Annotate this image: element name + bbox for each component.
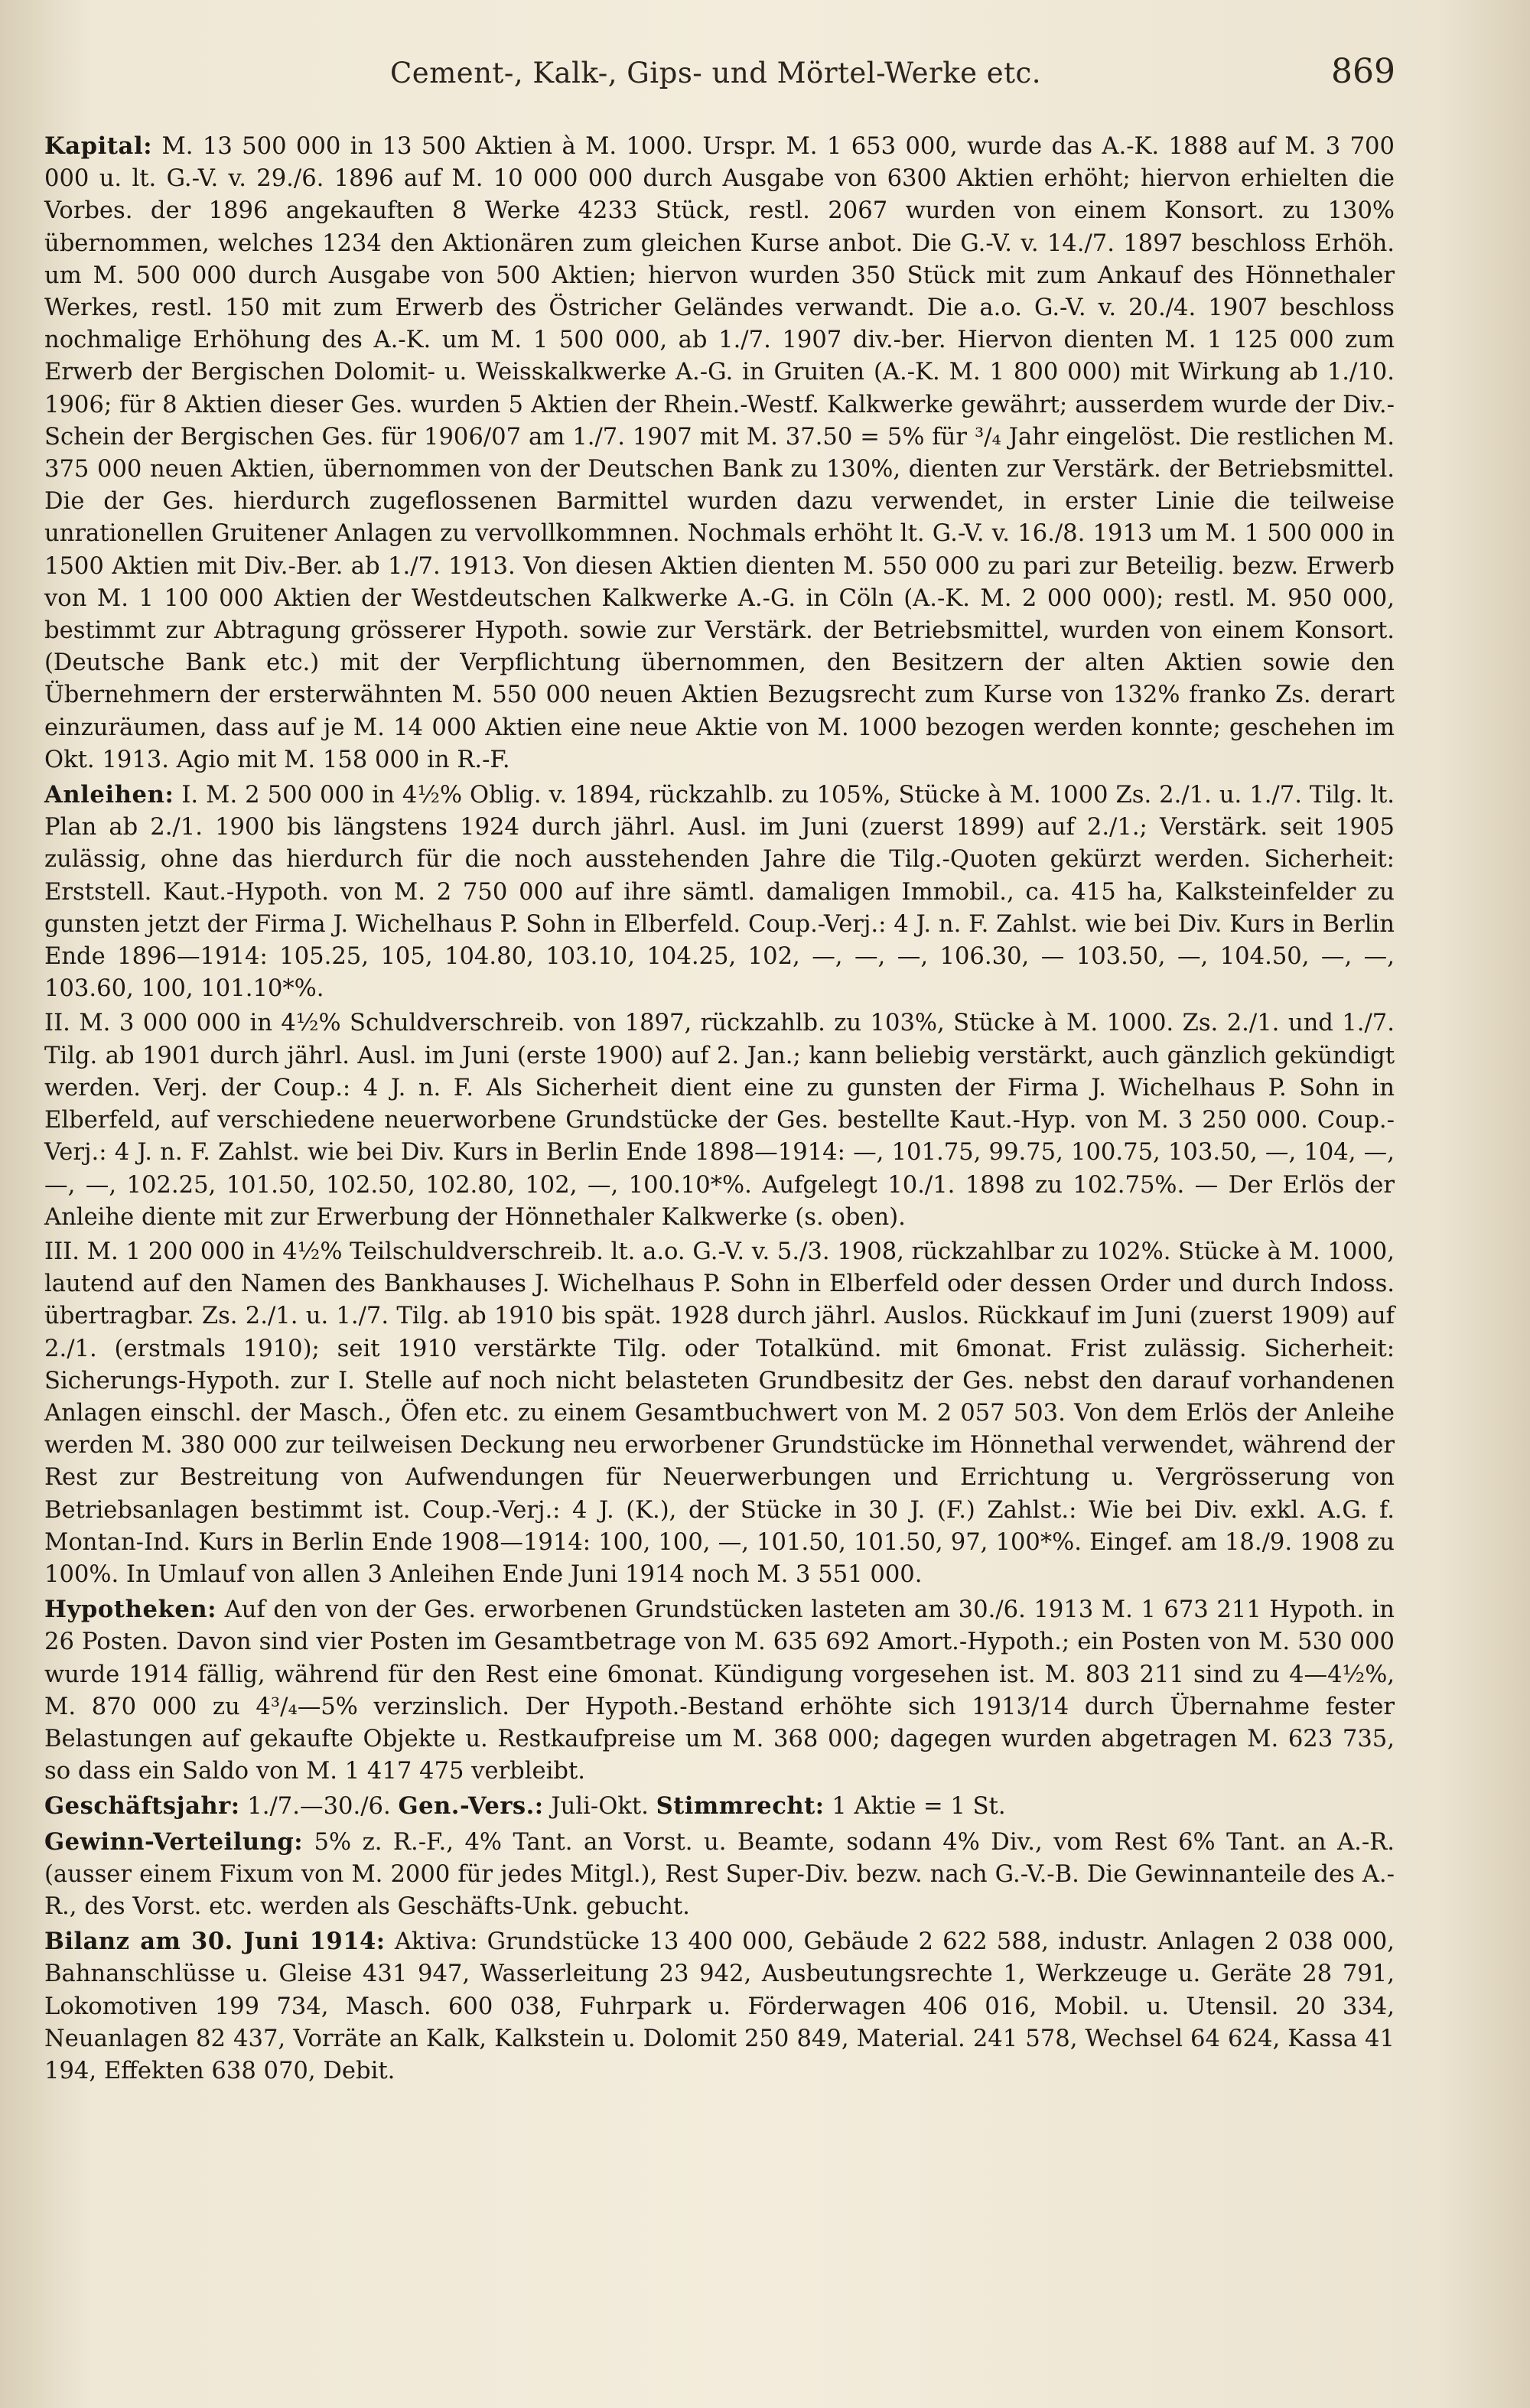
page-number: 869 bbox=[1331, 52, 1395, 91]
paragraph-kapital bbox=[44, 130, 1395, 776]
paragraph-anleihen-i bbox=[44, 779, 1395, 1005]
heading-stimmrecht: Stimmrecht: bbox=[656, 1792, 825, 1821]
text-bilanz: Aktiva: Grundstücke 13 400 000, Gebäude 2 622 588, industr. Anlagen 2 038 000, Bahnanschlüsse u. Gleise 431 947, Wasserleitung 23 942, Ausbeutungsrechte 1, Werkzeuge u. Geräte 28 791, Lokomotiven 199 734, Masch. 600 038, Fuhrpark u. Förderwagen 406 016, Mobil. u. Utensil. 20 334, Neuanlagen 82 437, Vorräte an Kalk, Kalkstein u. Dolomit 250 849, Material. 241 578, Wechsel 64 624, Kassa 41 194, Effekten 638 070, Debit. bbox=[44, 1928, 1395, 2084]
heading-gen-vers: Gen.-Vers.: bbox=[398, 1792, 544, 1821]
heading-geschaeftsjahr: Geschäftsjahr: bbox=[44, 1792, 240, 1821]
section-text-anleihen-iii: III. M. 1 200 000 in 4½% Teilschuldverschreib. lt. a.o. G.-V. v. 5./3. 1908, rückzahlbar zu 102%. Stücke à M. 1000, lautend auf den Namen des Bankhauses J. Wichelhaus P. Sohn in Elberfeld oder dessen Order und durch Indoss. übertragbar. Zs. 2./1. u. 1./7. Tilg. ab 1910 bis spät. 1928 durch jährl. Auslos. Rückkauf im Juni (zuerst 1909) auf 2./1. (erstmals 1910); seit 1910 verstärkte Tilg. oder Totalkünd. mit 6monat. Frist zulässig. Sicherheit: Sicherungs-Hypoth. zur I. Stelle auf noch nicht belasteten Grundbesitz der Ges. nebst den darauf vorhandenen Anlagen einschl. der Masch., Öfen etc. zu einem Gesamtbuchwert von M. 2 057 503. Von dem Erlös der Anleihe werden M. 380 000 zur teilweisen Deckung neu erworbener Grundstücke im Hönnethal verwendet, während der Rest zur Bestreitung von Aufwendungen für Neuerwerbungen und Errichtung u. Vergrösserung von Betriebsanlagen bestimmt ist. Coup.-Verj.: 4 J. (K.), der Stücke in 30 J. (F.) Zahlst.: Wie bei Div. exkl. A.G. f. Montan-Ind. Kurs in Berlin Ende 1908—1914: 100, 100, —, 101.50, 101.50, 97, 100*%. Eingef. am 18./9. 1908 zu 100%. In Umlauf von allen 3 Anleihen Ende Juni 1914 noch M. 3 551 000. bbox=[44, 1238, 1395, 1588]
running-title: Cement-, Kalk-, Gips- und Mörtel-Werke etc. bbox=[390, 57, 1042, 89]
text-geschaeftsjahr: 1./7.—30./6. bbox=[239, 1793, 399, 1821]
heading-bilanz: Bilanz am 30. Juni 1914: bbox=[44, 1928, 386, 1956]
section-heading-hypotheken: Hypotheken: bbox=[44, 1596, 217, 1624]
paragraph-gewinn-verteilung bbox=[44, 1826, 1395, 1924]
section-text-kapital: M. 13 500 000 in 13 500 Aktien à M. 1000. Urspr. M. 1 653 000, wurde das A.-K. 1888 auf M. 3 700 000 u. lt. G.-V. v. 29./6. 1896 auf M. 10 000 000 durch Ausgabe von 6300 Aktien erhöht; hiervon erhielten die Vorbes. der 1896 angekauften 8 Werke 4233 Stück, restl. 2067 wurden von einem Konsort. zu 130% übernommen, welches 1234 den Aktionären zum gleichen Kurse anbot. Die G.-V. v. 14./7. 1897 beschloss Erhöh. um M. 500 000 durch Ausgabe von 500 Aktien; hiervon wurden 350 Stück mit zum Ankauf des Hönnethaler Werkes, restl. 150 mit zum Erwerb des Östricher Geländes verwandt. Die a.o. G.-V. v. 20./4. 1907 beschloss nochmalige Erhöhung des A.-K. um M. 1 500 000, ab 1./7. 1907 div.-ber. Hiervon dienten M. 1 125 000 zum Erwerb der Bergischen Dolomit- u. Weisskalkwerke A.-G. in Gruiten (A.-K. M. 1 800 000) mit Wirkung ab 1./10. 1906; für 8 Aktien dieser Ges. wurden 5 Aktien der Rhein.-Westf. Kalkwerke gewährt; ausserdem wurde der Div.-Schein der Bergischen Ges. für 1906/07 am 1./7. 1907 mit M. 37.50 = 5% für ³/₄ Jahr eingelöst. Die restlichen M. 375 000 neuen Aktien, übernommen von der Deutschen Bank zu 130%, dienten zur Verstärk. der Betriebsmittel. Die der Ges. hierdurch zugeflossenen Barmittel wurden dazu verwendet, in erster Linie die teilweise unrationellen Gruitener Anlagen zu vervollkommnen. Nochmals erhöht lt. G.-V. v. 16./8. 1913 um M. 1 500 000 in 1500 Aktien mit Div.-Ber. ab 1./7. 1913. Von diesen Aktien dienten M. 550 000 zu pari zur Beteilig. bezw. Erwerb von M. 1 100 000 Aktien der Westdeutschen Kalkwerke A.-G. in Cöln (A.-K. M. 2 000 000); restl. M. 950 000, bestimmt zur Abtragung grösserer Hypoth. sowie zur Verstärk. der Betriebsmittel, wurden von einem Konsort. (Deutsche Bank etc.) mit der Verpflichtung übernommen, den Besitzern der alten Aktien sowie den Übernehmern der ersterwähnten M. 550 000 neuen Aktien Bezugsrecht zum Kurse von 132% franko Zs. derart einzuräumen, dass auf je M. 14 000 Aktien eine neue Aktie von M. 1000 bezogen werden konnte; geschehen im Okt. 1913. Agio mit M. 158 000 in R.-F. bbox=[44, 133, 1395, 773]
page-header bbox=[0, 52, 1530, 103]
page-body bbox=[44, 130, 1395, 2087]
paragraph-anleihen-iii bbox=[44, 1236, 1395, 1591]
text-stimmrecht: 1 Aktie = 1 St. bbox=[824, 1793, 1006, 1821]
text-gewinn-verteilung: 5% z. R.-F., 4% Tant. an Vorst. u. Beamte, sodann 4% Div., vom Rest 6% Tant. an A.-R. (ausser einem Fixum von M. 2000 für jedes Mitgl.), Rest Super-Div. bezw. nach G.-V.-B. Die Gewinnanteile des A.-R., des Vorst. etc. werden als Geschäfts-Unk. gebucht. bbox=[44, 1828, 1395, 1920]
section-text-hypotheken: Auf den von der Ges. erworbenen Grundstücken lasteten am 30./6. 1913 M. 1 673 211 Hypoth. in 26 Posten. Davon sind vier Posten im Gesamtbetrage von M. 635 692 Amort.-Hypoth.; ein Posten von M. 530 000 wurde 1914 fällig, während für den Rest eine 6monat. Kündigung vorgesehen ist. M. 803 211 sind zu 4—4½%, M. 870 000 zu 4³/₄—5% verzinslich. Der Hypoth.-Bestand erhöhte sich 1913/14 durch Übernahme fester Belastungen auf gekaufte Objekte u. Restkaufpreise um M. 368 000; dagegen wurden abgetragen M. 623 735, so dass ein Saldo von M. 1 417 475 verbleibt. bbox=[44, 1596, 1395, 1785]
section-heading-anleihen: Anleihen: bbox=[44, 781, 174, 809]
section-text-anleihen-ii: II. M. 3 000 000 in 4½% Schuldverschreib. von 1897, rückzahlb. zu 103%, Stücke à M. 1000. Zs. 2./1. und 1./7. Tilg. ab 1901 durch jährl. Ausl. im Juni (erste 1900) auf 2. Jan.; kann beliebig verstärkt, auch gänzlich gekündigt werden. Verj. der Coup.: 4 J. n. F. Als Sicherheit dient eine zu gunsten der Firma J. Wichelhaus P. Sohn in Elberfeld, auf verschiedene neuerworbene Grundstücke der Ges. bestellte Kaut.-Hyp. von M. 3 250 000. Coup.-Verj.: 4 J. n. F. Zahlst. wie bei Div. Kurs in Berlin Ende 1898—1914: —, 101.75, 99.75, 100.75, 103.50, —, 104, —, —, —, 102.25, 101.50, 102.50, 102.80, 102, —, 100.10*%. Aufgelegt 10./1. 1898 zu 102.75%. — Der Erlös der Anleihe diente mit zur Erwerbung der Hönnethaler Kalkwerke (s. oben). bbox=[44, 1010, 1395, 1231]
paragraph-geschaeftsjahr bbox=[44, 1790, 1395, 1823]
text-gen-vers: Juli-Okt. bbox=[543, 1793, 656, 1821]
heading-gewinn-verteilung: Gewinn-Verteilung: bbox=[44, 1827, 304, 1856]
paragraph-anleihen-ii bbox=[44, 1007, 1395, 1233]
section-heading-kapital: Kapital: bbox=[44, 132, 153, 160]
paragraph-bilanz bbox=[44, 1925, 1395, 2087]
section-text-anleihen-i: I. M. 2 500 000 in 4½% Oblig. v. 1894, rückzahlb. zu 105%, Stücke à M. 1000 Zs. 2./1. u. 1./7. Tilg. lt. Plan ab 2./1. 1900 bis längstens 1924 durch jährl. Ausl. im Juni (zuerst 1899) auf 2./1.; Verstärk. seit 1905 zulässig, ohne das hierdurch für die noch ausstehenden Jahre die Tilg.-Quoten gekürzt werden. Sicherheit: Erststell. Kaut.-Hypoth. von M. 2 750 000 auf ihre sämtl. damaligen Immobil., ca. 415 ha, Kalksteinfelder zu gunsten jetzt der Firma J. Wichelhaus P. Sohn in Elberfeld. Coup.-Verj.: 4 J. n. F. Zahlst. wie bei Div. Kurs in Berlin Ende 1896—1914: 105.25, 105, 104.80, 103.10, 104.25, 102, —, —, —, 106.30, — 103.50, —, 104.50, —, —, 103.60, 100, 101.10*%. bbox=[44, 782, 1395, 1003]
paragraph-hypotheken bbox=[44, 1593, 1395, 1788]
